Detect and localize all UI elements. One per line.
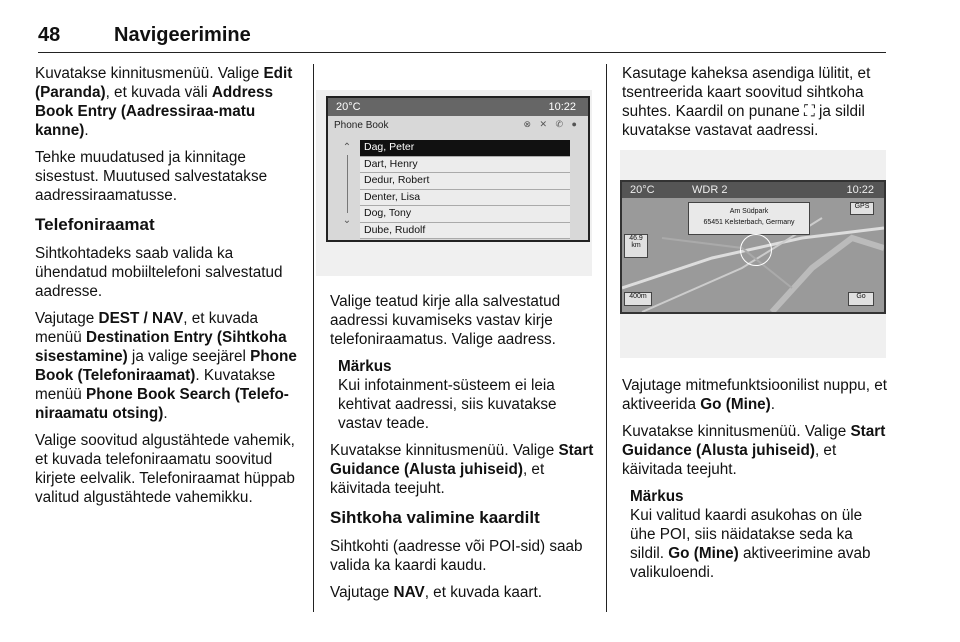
phonebook-screen [326,96,590,242]
crosshair-icon [740,234,772,266]
column-3-lower [622,376,888,590]
gps-button[interactable]: GPS [850,202,874,215]
list-item[interactable]: Denter, Lisa [360,190,570,207]
paragraph: Kasutage kaheksa asendiga lülitit, et tsentreerida kaart soovitud sihtkoha suhtes. Kaardil on punane ⛶ ja sildil kuvatakse vastavat aadressi. [622,65,871,139]
contact-list [360,140,570,239]
map-scale: 400m [624,292,652,306]
note [338,357,596,433]
paragraph: Sihtkohti (aadresse või POI-sid) saab valida ka kaardi kaudu. [330,538,583,574]
note-text: Kui infotainment-süsteem ei leia kehtivat aadressi, siis kuvatakse vastav teade. [338,377,557,432]
page-header [38,22,886,53]
paragraph: Valige teatud kirje alla salvestatud aadressi kuvamiseks vastav kirje telefoniraamatus. Valige aadress. [330,293,561,348]
paragraph: Valige soovitud algustähtede vahemik, et kuvada telefoniraamatu soovitud kirjete eelvalik. Telefoniraamat hüppab valitud algustähtede vahemikku. [35,432,295,506]
go-button[interactable]: Go [848,292,874,306]
list-item[interactable]: Dog, Tony [360,206,570,223]
paragraph: Vajutage mitmefunktsioonilist nuppu, et aktiveerida Go (Mine). [622,377,888,413]
paragraph: Kuvatakse kinnitusmenüü. Valige Start Guidance (Alusta juhiseid), et käivitada teejuht. [622,423,886,478]
column-1 [35,64,297,515]
note-title: Märkus [338,358,392,375]
note: Märkus Kui valitud kaardi asukohas on üle ühe POI, siis näidatakse seda ka sildil. Go (Mine) aktiveerimine avab valikuloendi. [630,487,888,582]
chapter-title: Navigeerimine [114,24,251,46]
note-title: Märkus [630,488,684,505]
chevron-up-icon[interactable]: ⌃ [342,142,352,153]
status-bar: 20°C WDR 2 10:22 [622,182,884,198]
section-heading: Sihtkoha valimine kaardilt [330,508,540,527]
paragraph: Tehke muudatused ja kinnitage sisestust. Muutused salvestatakse aadressiraamatusse. [35,149,268,204]
screen-title: Phone Book ⊗ ✕ ✆ ● [334,119,580,131]
page-number: 48 [38,24,61,46]
list-item[interactable]: Dag, Peter [360,140,570,157]
paragraph: Kuvatakse kinnitusmenüü. Valige Start Guidance (Alusta juhiseid), et käivitada teejuht. [330,442,594,497]
address-label: Am Südpark 65451 Kelsterbach, Germany [688,202,810,235]
scrollbar[interactable] [340,142,354,226]
section-heading: Telefoniraamat [35,215,155,234]
chevron-down-icon[interactable]: ⌄ [342,215,352,226]
phonebook-screenshot [316,90,592,276]
list-item[interactable]: Dart, Henry [360,157,570,174]
paragraph: Vajutage NAV, et kuvada kaart. [330,584,543,601]
column-divider [606,64,607,612]
paragraph: Sihtkohtadeks saab valida ka ühendatud mobiiltelefoni salvestatud aadresse. [35,245,283,300]
paragraph: Vajutage DEST / NAV, et kuvada menüü Destination Entry (Sihtkoha sisestamine) ja valige seejärel Phone Book (Telefoniraamat). Kuvatakse menüü Phone Book Search (Telefo-niraamatu otsing). [35,310,297,422]
column-3 [622,64,888,148]
column-divider [313,64,314,612]
status-icons: ⊗ ✕ ✆ ● [523,119,580,129]
list-item[interactable]: Dedur, Robert [360,173,570,190]
status-bar: 20°C 10:22 [328,98,588,116]
map-screenshot [620,150,886,358]
map-screen [620,180,886,314]
distance-readout: 46.9 km [624,234,648,258]
list-item[interactable]: Dube, Rudolf [360,223,570,240]
column-2 [330,292,596,610]
paragraph: Kuvatakse kinnitusmenüü. Valige Edit (Paranda), et kuvada väli Address Book Entry (Aadressiraa-matu kanne). [35,65,293,139]
